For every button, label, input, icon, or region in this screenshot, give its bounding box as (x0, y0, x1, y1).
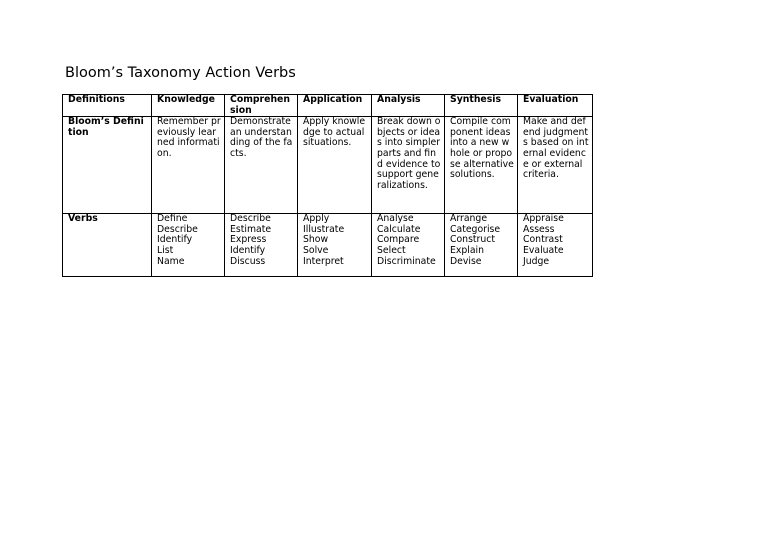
verb-item: Devise (450, 255, 482, 267)
verb-item: Calculate (377, 223, 421, 235)
document-title: Bloom’s Taxonomy Action Verbs (65, 65, 296, 81)
verb-item: Estimate (230, 223, 272, 235)
row-label-definition: Bloom’s Definition (63, 117, 152, 214)
verbs-knowledge (152, 214, 225, 277)
verb-item: Interpret (303, 255, 344, 267)
header-application: Application (298, 95, 372, 117)
verb-item: Identify (230, 244, 266, 256)
verb-item: Compare (377, 234, 420, 246)
verb-item: Define (157, 213, 188, 225)
verb-item: Explain (450, 244, 485, 256)
row-label-verbs: Verbs (63, 214, 152, 277)
verbs-analysis (372, 214, 445, 277)
bloom-taxonomy-table (62, 94, 593, 277)
header-definitions: Definitions (63, 95, 152, 117)
definition-analysis: Break down objects or ideas into simpler parts and find evidence to support generalizations. (372, 117, 445, 214)
verb-item: Judge (523, 255, 550, 267)
verb-item: Solve (303, 244, 329, 256)
verbs-evaluation (518, 214, 593, 277)
verb-item: Appraise (523, 213, 564, 225)
verb-item: Contrast (523, 234, 563, 246)
header-comprehension: Comprehension (225, 95, 298, 117)
table-header-row (63, 95, 593, 117)
verb-item: Assess (523, 223, 555, 235)
verb-item: Name (157, 255, 185, 267)
verb-item: Analyse (377, 213, 414, 225)
definition-synthesis: Compile component ideas into a new whole or propose alternative solutions. (445, 117, 518, 214)
verb-item: Identify (157, 234, 193, 246)
header-knowledge: Knowledge (152, 95, 225, 117)
verb-item: Describe (157, 223, 198, 235)
definition-application: Apply knowledge to actual situations. (298, 117, 372, 214)
verb-item: Show (303, 234, 329, 246)
verb-item: List (157, 244, 174, 256)
verb-item: Arrange (450, 213, 488, 225)
verb-item: Construct (450, 234, 496, 246)
verb-item: Evaluate (523, 244, 564, 256)
verbs-application (298, 214, 372, 277)
header-analysis: Analysis (372, 95, 445, 117)
verb-item: Describe (230, 213, 271, 225)
verb-item: Discriminate (377, 255, 436, 267)
table-row-definition (63, 117, 593, 214)
table-row-verbs (63, 214, 593, 277)
verb-item: Illustrate (303, 223, 345, 235)
header-synthesis: Synthesis (445, 95, 518, 117)
verb-item: Categorise (450, 223, 501, 235)
header-evaluation: Evaluation (518, 95, 593, 117)
definition-comprehension: Demonstrate an understanding of the facts. (225, 117, 298, 214)
verb-item: Select (377, 244, 406, 256)
verbs-comprehension (225, 214, 298, 277)
verb-item: Discuss (230, 255, 266, 267)
verb-item: Apply (303, 213, 330, 225)
verbs-synthesis (445, 214, 518, 277)
definition-evaluation: Make and defend judgments based on internal evidence or external criteria. (518, 117, 593, 214)
verb-item: Express (230, 234, 267, 246)
definition-knowledge: Remember previously learned information. (152, 117, 225, 214)
